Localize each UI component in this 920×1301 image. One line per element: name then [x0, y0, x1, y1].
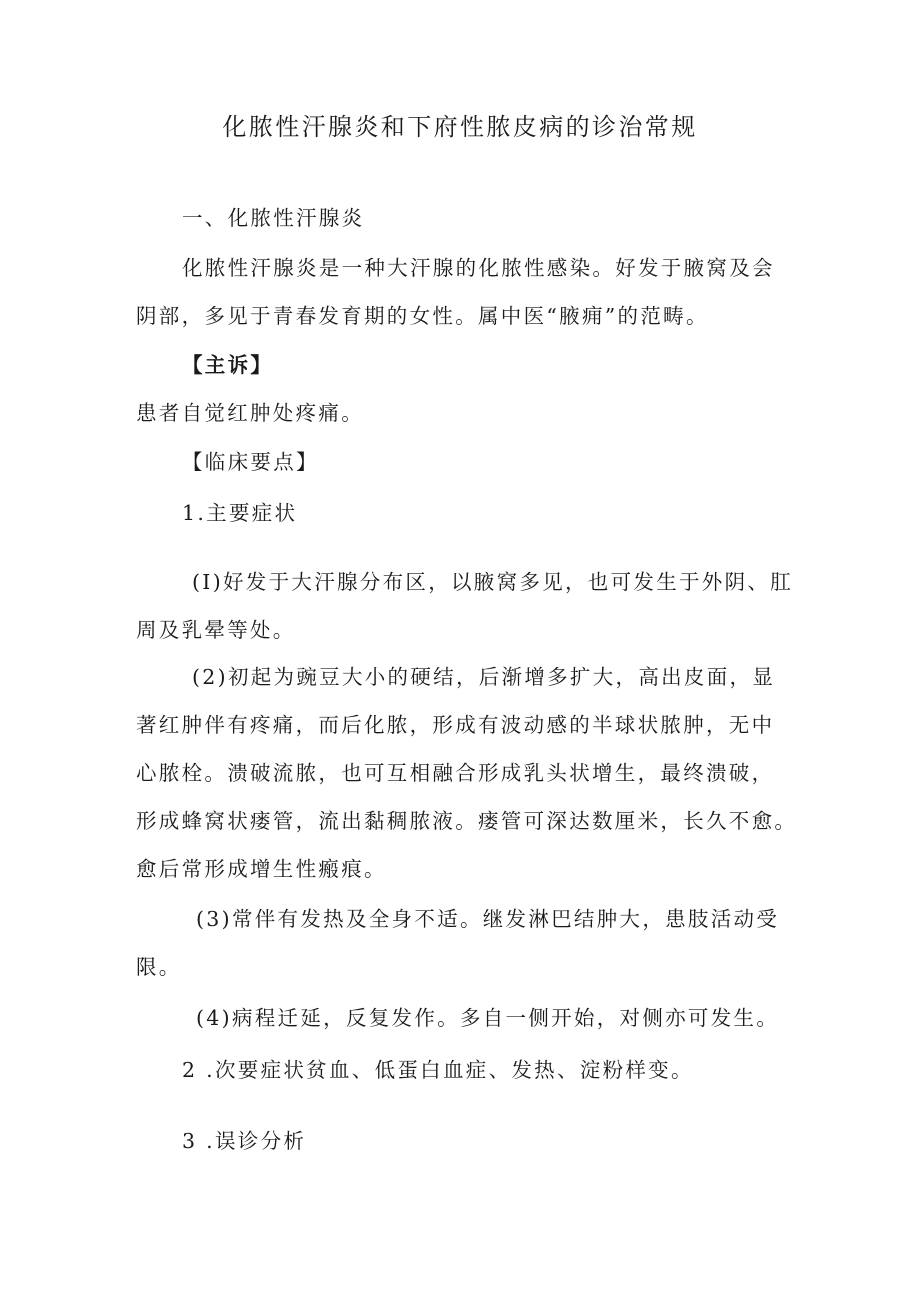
section-heading: 一、化脓性汗腺炎 [182, 206, 365, 230]
symptom-2-line-4: 形成蜂窝状瘘管，流出黏稠脓液。瘘管可深达数厘米，长久不愈。 [136, 809, 798, 833]
symptom-1-line-2: 周及乳晕等处。 [136, 618, 296, 642]
intro-line-2: 阴部，多见于青春发育期的女性。属中医“腋痈”的范畴。 [136, 304, 709, 328]
symptom-1-line-1: (I)好发于大汗腺分布区，以腋窝多见，也可发生于外阴、肛 [192, 570, 793, 594]
symptom-2-line-1: (2)初起为豌豆大小的硬结，后渐增多扩大，高出皮面，显 [192, 665, 776, 689]
complaint-heading: 【主诉】 [182, 353, 274, 377]
symptom-2-line-5: 愈后常形成增生性瘢痕。 [136, 857, 387, 881]
secondary-symptoms: 2 .次要症状贫血、低蛋白血症、发热、淀粉样变。 [182, 1058, 694, 1082]
misdiagnosis-heading: 3 .误诊分析 [182, 1129, 307, 1153]
symptom-2-line-3: 心脓栓。溃破流脓，也可互相融合形成乳头状增生，最终溃破， [136, 761, 775, 785]
symptom-4-line-1: (4)病程迁延，反复发作。多自一侧开始，对侧亦可发生。 [196, 1006, 780, 1030]
main-symptoms-heading: 1.主要症状 [182, 501, 298, 525]
symptom-3-line-1: (3)常伴有发热及全身不适。继发淋巴结肿大，患肢活动受 [196, 907, 780, 931]
clinical-heading: 【临床要点】 [182, 450, 319, 474]
symptom-3-line-2: 限。 [136, 955, 182, 979]
document-title: 化脓性汗腺炎和下府性脓皮病的诊治常规 [222, 113, 698, 141]
intro-line-1: 化脓性汗腺炎是一种大汗腺的化脓性感染。好发于腋窝及会 [182, 256, 775, 280]
complaint-text: 患者自觉红肿处疼痛。 [136, 401, 364, 425]
symptom-2-line-2: 著红肿伴有疼痛，而后化脓，形成有波动感的半球状脓肿，无中 [136, 713, 775, 737]
